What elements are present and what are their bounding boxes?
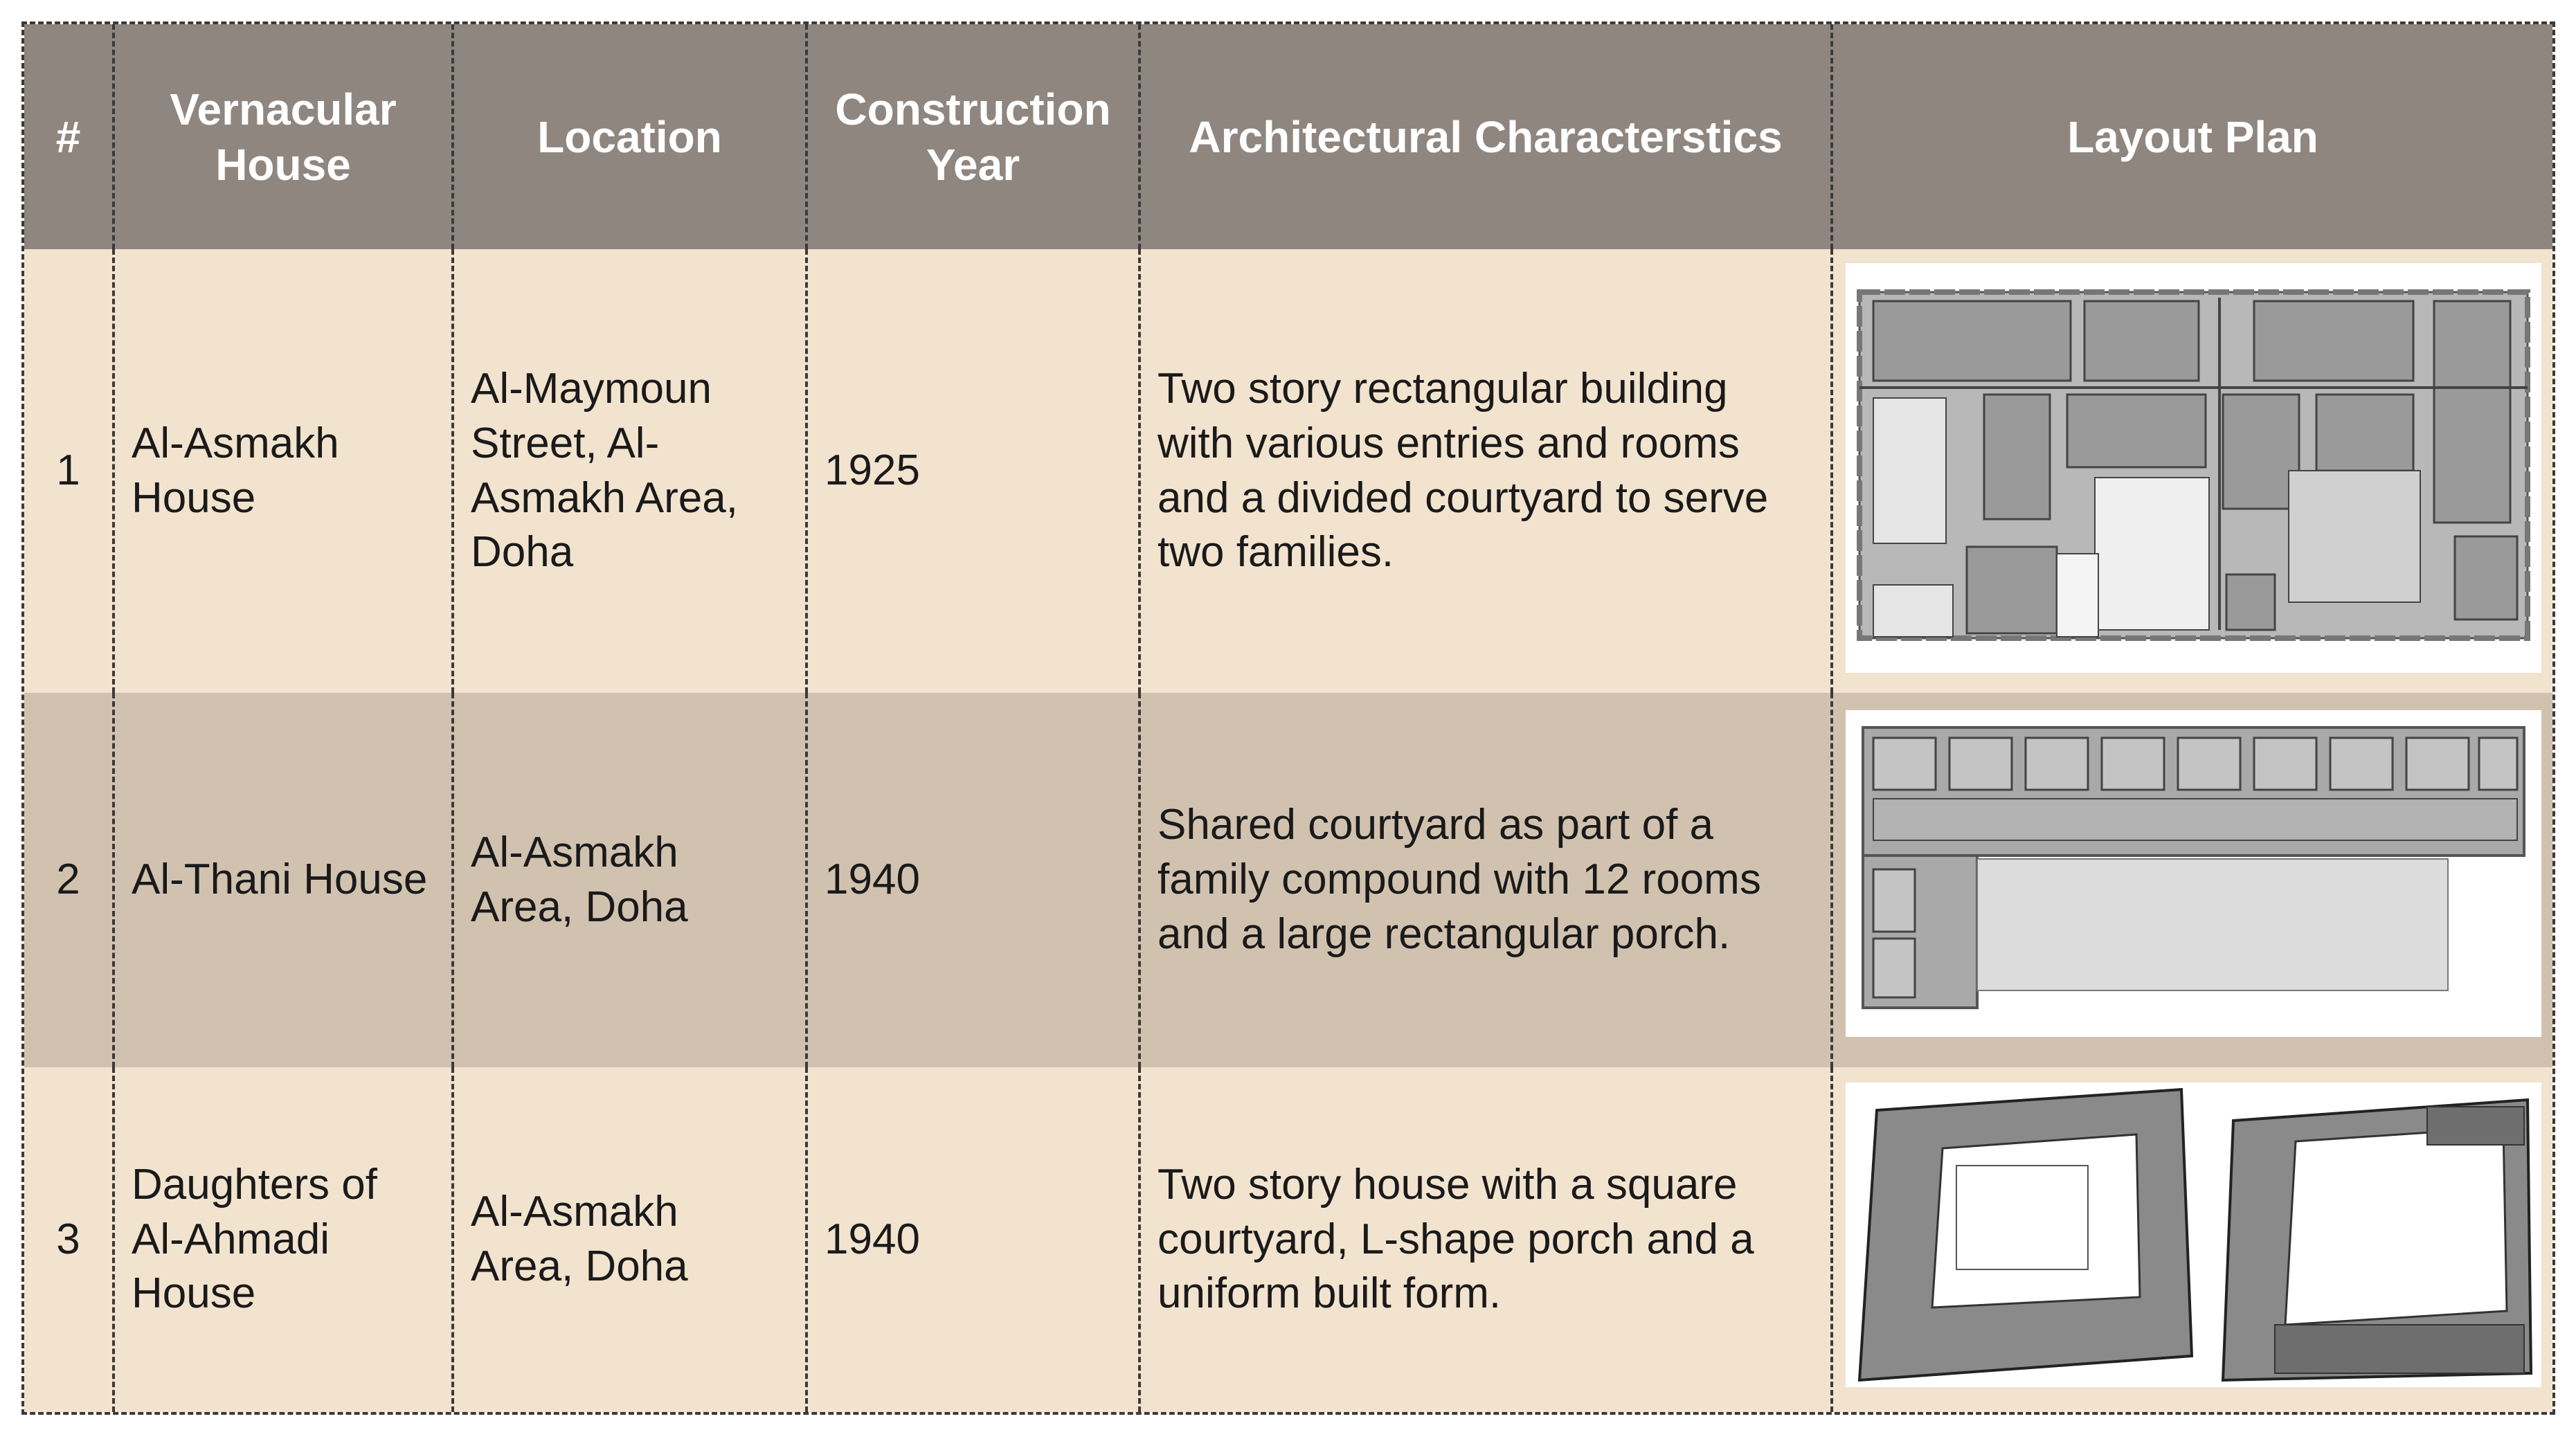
- layout-plan-image: [1846, 1083, 2541, 1387]
- layout-plan-image: [1846, 263, 2541, 673]
- table-row: [24, 249, 2552, 696]
- architectural-characteristics: Shared courtyard as part of a family compound with 12 rooms and a large rectangular porch.: [1141, 693, 1833, 1067]
- house-location: Al-Maymoun Street, Al-Asmakh Area, Doha: [454, 249, 808, 693]
- header-number: #: [24, 24, 115, 249]
- row-number: 2: [24, 693, 115, 1067]
- header-construction-year: Construction Year: [808, 24, 1141, 249]
- architectural-characteristics: Two story rectangular building with various entries and rooms and a divided courtyard to serve two families.: [1141, 249, 1833, 693]
- table-header-row: [24, 24, 2552, 252]
- row-number: 1: [24, 249, 115, 693]
- layout-plan-cell: [1833, 693, 2552, 1067]
- house-location: Al-Asmakh Area, Doha: [454, 693, 808, 1067]
- header-location: Location: [454, 24, 808, 249]
- construction-year: 1925: [808, 249, 1141, 693]
- architectural-characteristics: Two story house with a square courtyard, L-shape porch and a uniform built form.: [1141, 1067, 1833, 1412]
- header-architectural-characteristics: Architectural Characterstics: [1141, 24, 1833, 249]
- house-name: Al-Thani House: [115, 693, 454, 1067]
- header-vernacular-house: Vernacular House: [115, 24, 454, 249]
- construction-year: 1940: [808, 693, 1141, 1067]
- house-location: Al-Asmakh Area, Doha: [454, 1067, 808, 1412]
- construction-year: 1940: [808, 1067, 1141, 1412]
- row-number: 3: [24, 1067, 115, 1412]
- table-row: [24, 693, 2552, 1070]
- layout-plan-image: [1846, 710, 2541, 1037]
- header-layout-plan: Layout Plan: [2067, 111, 2318, 162]
- house-name: Daughters of Al-Ahmadi House: [115, 1067, 454, 1412]
- layout-plan-cell: [1833, 1067, 2552, 1412]
- house-name: Al-Asmakh House: [115, 249, 454, 693]
- layout-plan-cell: [1833, 249, 2552, 693]
- houses-table: [21, 21, 2555, 1415]
- table-row: [24, 1067, 2552, 1412]
